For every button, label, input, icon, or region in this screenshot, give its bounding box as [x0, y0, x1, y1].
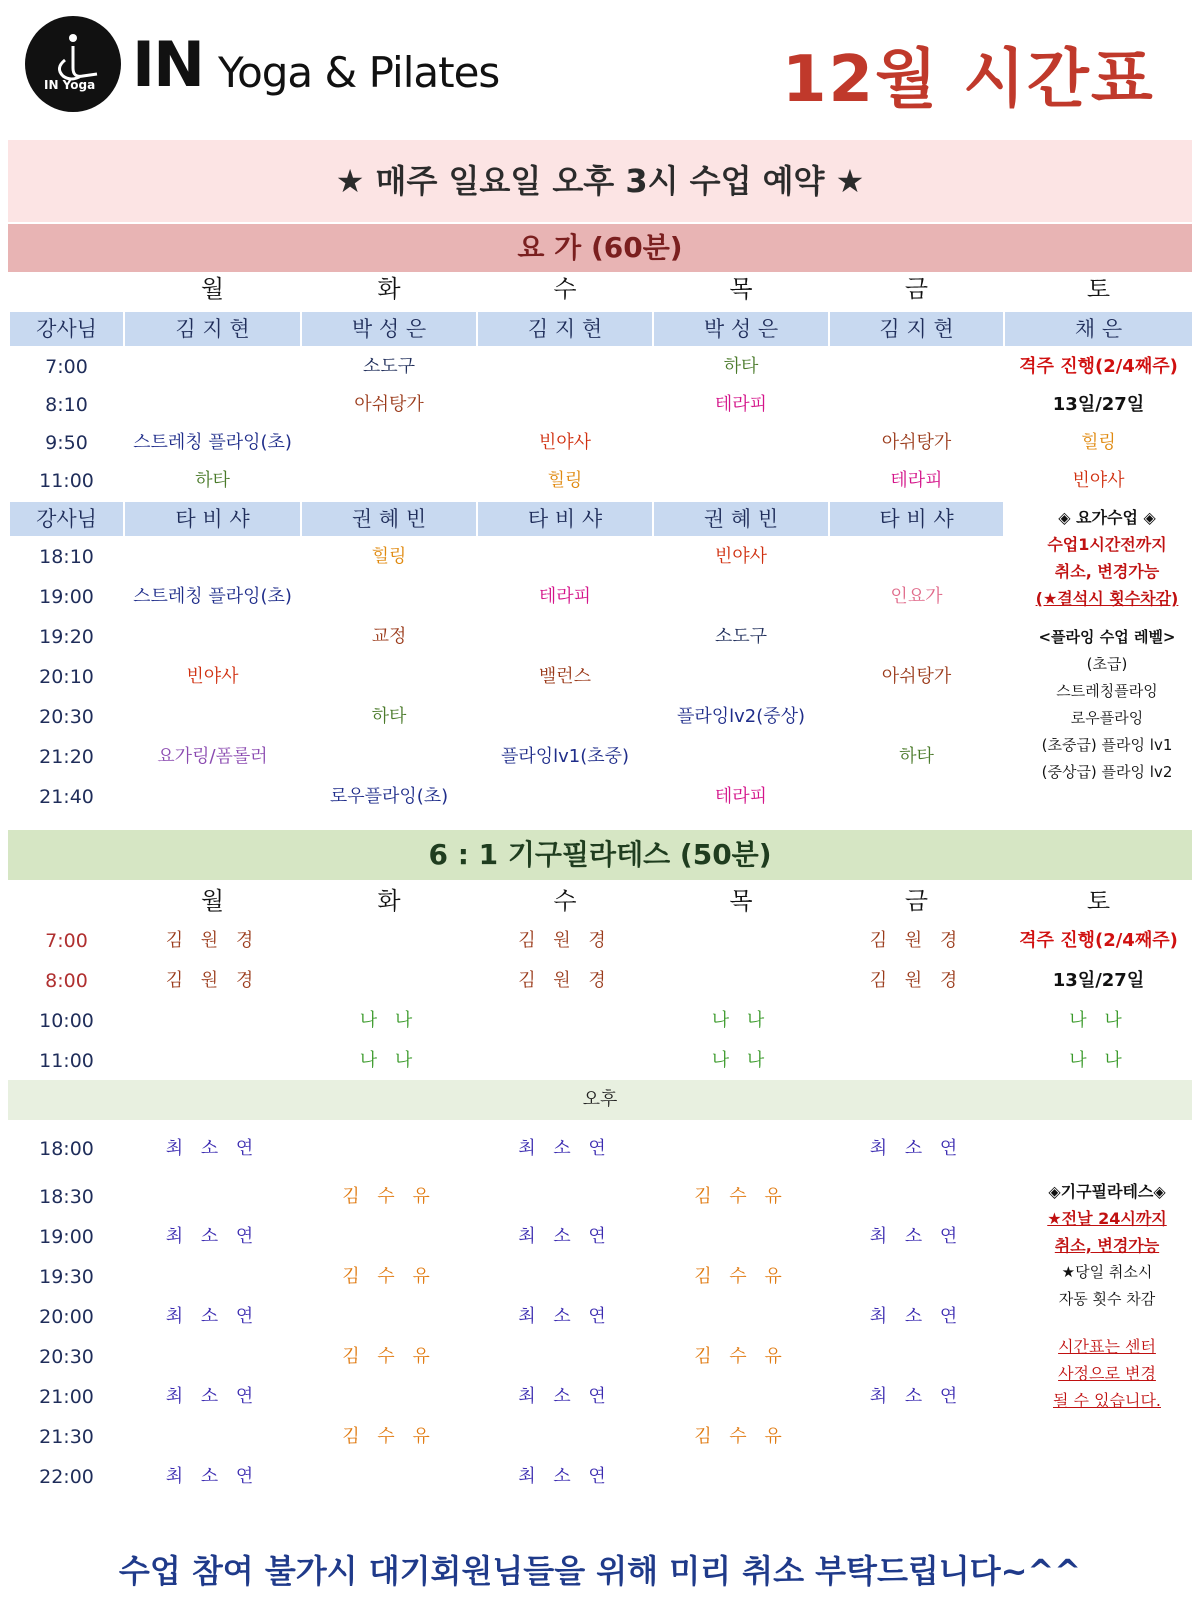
brand-name: Yoga & Pilates [218, 48, 500, 97]
class-cell: 아쉬탕가 [354, 394, 424, 415]
time-slot: 19:30 [39, 1266, 94, 1288]
class-cell: 김 수 유 [694, 1186, 788, 1207]
day-header: 월 [200, 887, 225, 915]
time-slot: 18:10 [39, 546, 94, 568]
time-slot: 20:10 [39, 666, 94, 688]
schedule-change-note: 사정으로 변경 [1058, 1364, 1156, 1383]
time-slot: 22:00 [39, 1466, 94, 1488]
class-cell: 최 소 연 [518, 1386, 612, 1407]
time-slot: 11:00 [39, 1050, 94, 1072]
time-slot: 20:30 [39, 1346, 94, 1368]
yoga-notes-line: 취소, 변경가능 [1054, 562, 1160, 581]
instructor-name: 타 비 샤 [830, 502, 1003, 536]
class-cell: 최 소 연 [165, 1386, 260, 1407]
time-slot: 19:00 [39, 586, 94, 608]
day-header: 수 [553, 275, 577, 303]
level-line: (중상급) 플라잉 lv2 [1041, 763, 1173, 781]
time-slot: 21:30 [39, 1426, 94, 1448]
class-cell: 최 소 연 [165, 1226, 260, 1247]
instructor-name: 박 성 은 [654, 312, 828, 346]
class-cell: 테라피 [714, 394, 768, 415]
yoga-notes-title: ◈ 요가수업 ◈ [1058, 508, 1156, 527]
instructor-name: 권 혜 빈 [302, 502, 476, 536]
class-cell: 밸런스 [538, 666, 592, 687]
class-cell: 최 소 연 [518, 1138, 612, 1159]
instructor-name: 권 혜 빈 [654, 502, 828, 536]
class-cell: 최 소 연 [165, 1138, 260, 1159]
class-cell: 나 나 [359, 1010, 419, 1031]
class-cell: 힐링 [547, 470, 583, 491]
class-cell: 아쉬탕가 [881, 666, 952, 687]
class-cell: 빈야사 [538, 432, 592, 453]
instructor-name: 타 비 샤 [125, 502, 300, 536]
class-cell: 힐링 [371, 546, 407, 567]
class-cell: 요가링/폼롤러 [157, 746, 268, 767]
time-slot: 20:30 [39, 706, 94, 728]
instructor-name: 김 지 현 [830, 312, 1003, 346]
level-title: <플라잉 수업 레벨> [1038, 628, 1176, 646]
class-cell: 최 소 연 [869, 1226, 964, 1247]
yoga-notes-line: 수업1시간전까지 [1047, 535, 1167, 554]
yoga-notes [1022, 504, 1192, 786]
pilates-notes-title: ◈기구필라테스◈ [1048, 1182, 1166, 1201]
class-cell: 하타 [371, 706, 407, 727]
time-slot: 21:20 [39, 746, 94, 768]
day-header: 목 [729, 275, 753, 303]
day-header: 수 [553, 887, 577, 915]
class-cell: 최 소 연 [518, 1306, 612, 1327]
class-cell: 플라잉lv1(초중) [500, 746, 630, 767]
instructor-name: 김 지 현 [125, 312, 300, 346]
time-slot: 8:10 [45, 394, 88, 416]
page-title: 12월 시간표 [782, 43, 1155, 117]
class-cell: 최 소 연 [869, 1386, 964, 1407]
class-cell: 스트레칭 플라잉(초) [133, 432, 292, 453]
time-slot: 18:30 [39, 1186, 94, 1208]
class-cell: 최 소 연 [869, 1138, 964, 1159]
class-cell: 격주 진행(2/4째주) [1019, 930, 1178, 951]
time-slot: 20:00 [39, 1306, 94, 1328]
class-cell: 김 수 유 [694, 1346, 788, 1367]
class-cell: 하타 [899, 746, 934, 767]
time-slot: 21:00 [39, 1386, 94, 1408]
day-header: 금 [904, 275, 929, 303]
class-cell: 최 소 연 [165, 1306, 260, 1327]
instructor-label: 강사님 [10, 312, 123, 346]
pilates-notes-line: 자동 횟수 차감 [1058, 1290, 1156, 1308]
pilates-notes-line: ★전날 24시까지 [1047, 1209, 1167, 1228]
logo-text: IN Yoga [44, 78, 96, 92]
class-cell: 빈야사 [1072, 470, 1125, 491]
time-slot: 21:40 [39, 786, 94, 808]
logo [25, 16, 121, 112]
time-slot: 11:00 [39, 470, 94, 492]
class-cell: 나 나 [1069, 1050, 1128, 1071]
class-cell: 나 나 [359, 1050, 419, 1071]
brand-in: IN [132, 28, 203, 101]
class-cell: 격주 진행(2/4째주) [1019, 356, 1178, 377]
instructor-name: 박 성 은 [302, 312, 476, 346]
class-cell: 아쉬탕가 [881, 432, 952, 453]
class-cell: 빈야사 [186, 666, 239, 687]
class-cell: 나 나 [1069, 1010, 1128, 1031]
yoga-notes-line: (★결석시 횟수차감) [1035, 589, 1179, 608]
instructor-name: 타 비 샤 [478, 502, 652, 536]
class-cell: 김 수 유 [342, 1186, 436, 1207]
schedule-change-note: 시간표는 센터 [1058, 1337, 1156, 1356]
class-cell: 김 원 경 [518, 970, 612, 991]
level-line: 로우플라잉 [1070, 709, 1144, 727]
pilates-section-title: 6 : 1 기구필라테스 (50분) [8, 830, 1192, 880]
class-cell: 김 수 유 [694, 1266, 788, 1287]
footer-message: 수업 참여 불가시 대기회원님들을 위해 미리 취소 부탁드립니다~^^ [118, 1552, 1082, 1590]
level-line: 스트레칭플라잉 [1056, 682, 1158, 700]
class-cell: 김 수 유 [342, 1346, 436, 1367]
time-slot: 7:00 [45, 356, 88, 378]
class-cell: 나 나 [711, 1050, 771, 1071]
day-header: 화 [377, 275, 401, 303]
time-slot: 7:00 [45, 930, 88, 952]
class-cell: 김 원 경 [869, 970, 964, 991]
time-slot: 19:00 [39, 1226, 94, 1248]
class-cell: 최 소 연 [165, 1466, 260, 1487]
time-slot: 9:50 [45, 432, 88, 454]
instructor-name: 채 은 [1005, 312, 1192, 346]
pilates-notes-line: ★당일 취소시 [1061, 1263, 1153, 1281]
yoga-figure-icon [25, 16, 121, 112]
class-cell: 나 나 [711, 1010, 771, 1031]
class-cell: 소도구 [714, 626, 768, 647]
class-cell: 테라피 [538, 586, 592, 607]
class-cell: 하타 [723, 356, 759, 377]
class-cell: 김 수 유 [342, 1426, 436, 1447]
class-cell: 김 원 경 [518, 930, 612, 951]
class-cell: 김 수 유 [342, 1266, 436, 1287]
class-cell: 최 소 연 [518, 1466, 612, 1487]
day-header: 화 [377, 887, 401, 915]
class-cell: 김 원 경 [165, 930, 260, 951]
class-cell: 김 원 경 [165, 970, 260, 991]
class-cell: 김 수 유 [694, 1426, 788, 1447]
schedule-change-note: 될 수 있습니다. [1053, 1391, 1161, 1410]
day-header: 토 [1086, 887, 1111, 915]
afternoon-label: 오후 [8, 1080, 1192, 1120]
class-cell: 교정 [371, 626, 407, 647]
class-cell: 소도구 [362, 356, 416, 377]
class-cell: 인요가 [890, 586, 943, 607]
level-line: (초중급) 플라잉 lv1 [1041, 736, 1173, 754]
day-header: 금 [904, 887, 929, 915]
class-cell: 하타 [195, 470, 230, 491]
booking-banner: ★ 매주 일요일 오후 3시 수업 예약 ★ [8, 140, 1192, 222]
instructor-name: 김 지 현 [478, 312, 652, 346]
class-cell: 테라피 [890, 470, 943, 491]
pilates-notes [1022, 1178, 1192, 1414]
day-header: 목 [729, 887, 753, 915]
class-cell: 최 소 연 [869, 1306, 964, 1327]
instructor-label: 강사님 [10, 502, 123, 536]
class-cell: 13일/27일 [1052, 394, 1145, 415]
yoga-section-title: 요 가 (60분) [8, 224, 1192, 272]
class-cell: 스트레칭 플라잉(초) [133, 586, 292, 607]
pilates-notes-line: 취소, 변경가능 [1054, 1236, 1160, 1255]
time-slot: 8:00 [45, 970, 88, 992]
class-cell: 플라잉lv2(중상) [676, 706, 806, 727]
time-slot: 19:20 [39, 626, 94, 648]
class-cell: 13일/27일 [1052, 970, 1145, 991]
class-cell: 힐링 [1081, 432, 1116, 453]
time-slot: 18:00 [39, 1138, 94, 1160]
class-cell: 빈야사 [714, 546, 768, 567]
class-cell: 김 원 경 [869, 930, 964, 951]
class-cell: 테라피 [714, 786, 768, 807]
time-slot: 10:00 [39, 1010, 94, 1032]
level-line: (초급) [1086, 655, 1128, 673]
day-header: 토 [1086, 275, 1111, 303]
class-cell: 최 소 연 [518, 1226, 612, 1247]
day-header: 월 [200, 275, 225, 303]
class-cell: 로우플라잉(초) [329, 786, 449, 807]
